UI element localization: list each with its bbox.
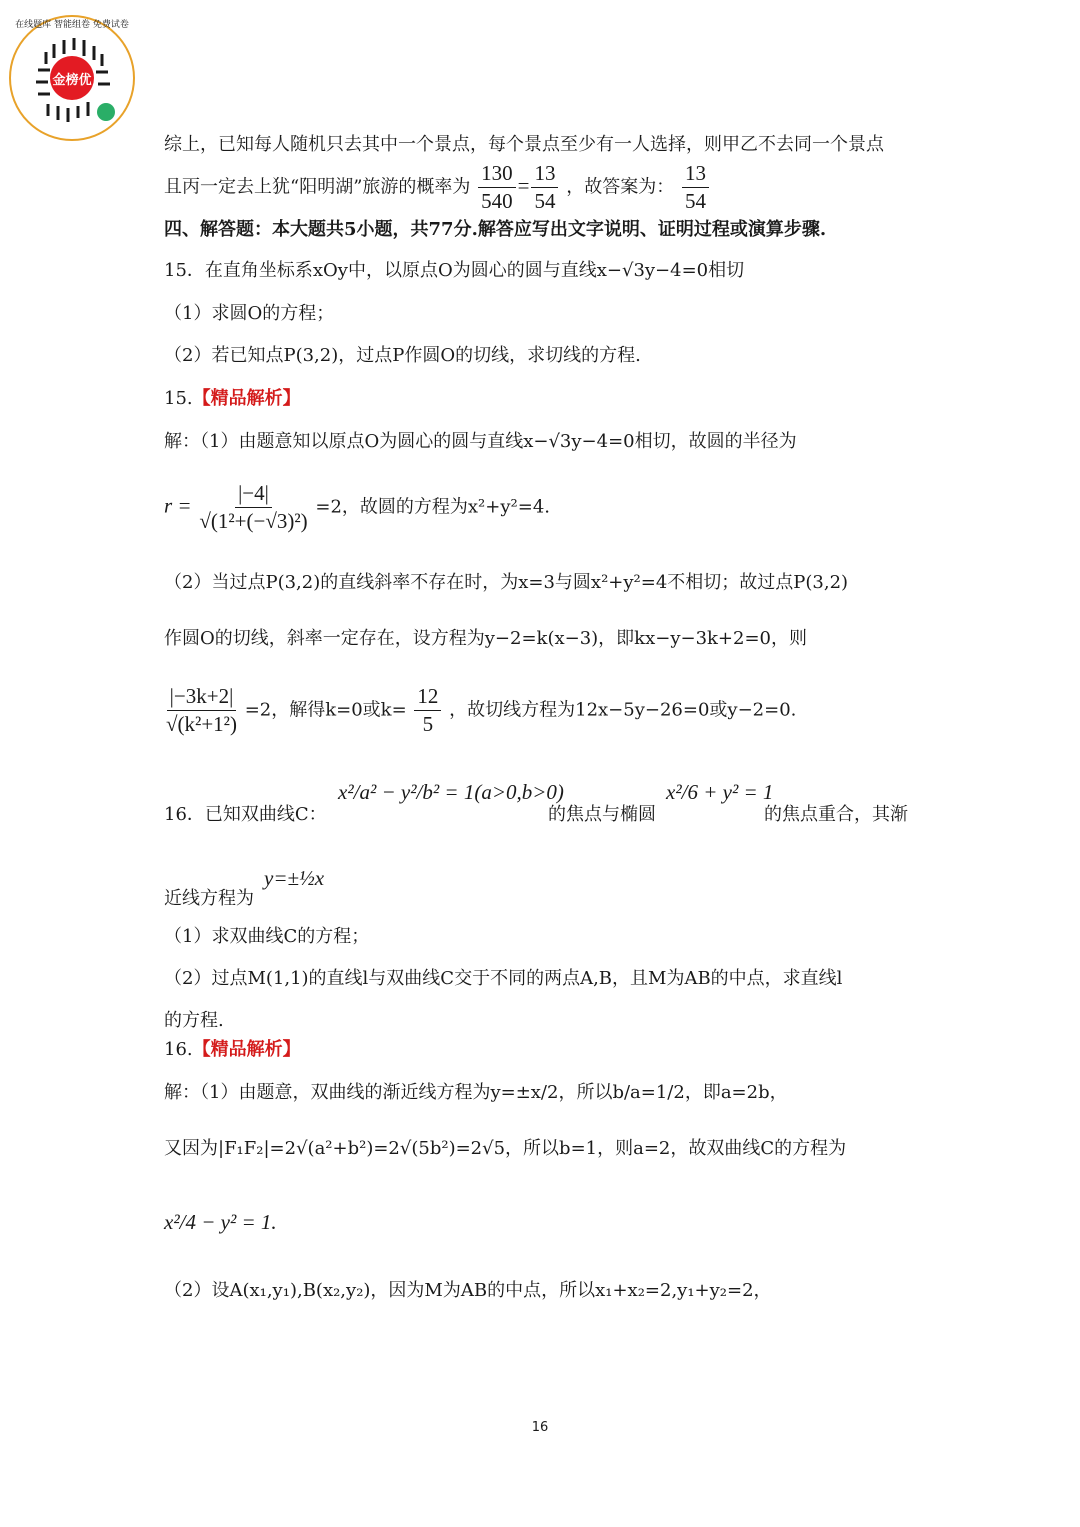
denominator: √(k²+1²): [166, 712, 237, 737]
q16-middle: 的焦点与椭圆: [548, 804, 656, 825]
text-line-probability: [164, 162, 711, 213]
question-16-part2-cont: 的方程.: [164, 1010, 224, 1031]
answer-16-line2: 又因为|F₁F₂|=2√(a²+b²)=2√(5b²)=2√5，所以b=1，则a=2，故双曲线C的方程为: [164, 1138, 847, 1159]
question-15-part2: （2）若已知点P(3,2)，过点P作圆O的切线，求切线的方程.: [164, 345, 641, 366]
ellipse-equation: x²/6 + y² = 1: [666, 780, 774, 804]
answer-label: ，故答案为：: [566, 176, 675, 198]
q16-line2: 近线方程为: [164, 888, 254, 909]
hyperbola-equation: x²/a² − y²/b² = 1(a>0,b>0): [338, 780, 564, 804]
denominator: 54: [534, 189, 556, 214]
answer-number: 15.: [164, 388, 193, 409]
answer-16-line1: 解：（1）由题意，双曲线的渐近线方程为y=±x/2，所以b/a=1/2，即a=2b，: [164, 1082, 788, 1103]
fraction-13-54: [531, 162, 558, 213]
denominator: 54: [684, 189, 706, 214]
answer-16-header: [164, 1041, 301, 1059]
fraction-130-540: [478, 162, 516, 213]
q16-intro: 16．已知双曲线C：: [164, 804, 327, 825]
question-15-part1: （1）求圆O的方程；: [164, 303, 335, 324]
denominator: 5: [422, 712, 434, 737]
answer-16-line4: （2）设A(x₁,y₁),B(x₂,y₂)，因为M为AB的中点，所以x₁+x₂=2,y₁+y₂=2，: [164, 1280, 772, 1301]
asymptote-equation: y=±½x: [264, 866, 325, 890]
logo-arc-text: 在线题库 智能组卷 免费试卷: [15, 20, 129, 30]
question-16: [164, 806, 327, 824]
answer-16-equation: x²/4 − y² = 1.: [164, 1210, 277, 1234]
wechat-icon: [97, 103, 115, 121]
denominator: √(1²+(−√3)²): [199, 509, 308, 534]
answer-15-line4: 作圆O的切线，斜率一定存在，设方程为y−2=k(x−3)，即kx−y−3k+2=0，则: [164, 628, 807, 649]
distance-fraction: [166, 685, 237, 736]
answer-15-line5: [164, 685, 796, 736]
equals-sign: =: [517, 173, 530, 198]
numerator: |−4|: [235, 482, 272, 508]
numerator: 13: [531, 162, 558, 188]
question-16-part2: （2）过点M(1,1)的直线l与双曲线C交于不同的两点A,B，且M为AB的中点，求直线l: [164, 968, 843, 989]
brand-logo: [8, 14, 136, 142]
question-16-part1: （1）求双曲线C的方程；: [164, 926, 370, 947]
text-line-conclusion: 综上，已知每人随机只去其中一个景点，每个景点至少有一人选择，则甲乙不去同一个景点: [164, 134, 884, 155]
numerator: 13: [682, 162, 709, 188]
fraction-12-5: [414, 685, 441, 736]
answer-title: 【精品解析】: [192, 1039, 301, 1060]
radius-fraction: [199, 482, 307, 533]
tangent-result: ，故切线方程为12x−5y−26=0或y−2=0.: [449, 699, 797, 721]
numerator: |−3k+2|: [167, 685, 237, 711]
answer-15-header: [164, 390, 301, 408]
answer-15-radius: [164, 482, 550, 533]
answer-title: 【精品解析】: [192, 388, 301, 409]
page-number: 16: [531, 1420, 549, 1435]
numerator: 12: [414, 685, 441, 711]
answer-15-line1: 解：（1）由题意知以原点O为圆心的圆与直线x−√3y−4=0相切，故圆的半径为: [164, 431, 797, 452]
probability-intro: 且丙一定去上犹“阳明湖”旅游的概率为: [164, 176, 471, 198]
denominator: 540: [481, 189, 513, 214]
answer-15-line3: （2）当过点P(3,2)的直线斜率不存在时，为x=3与圆x²+y²=4不相切；故过点P(3,2): [164, 572, 849, 593]
answer-number: 16.: [164, 1039, 193, 1060]
section-heading: 四、解答题：本大题共5小题，共77分.解答应写出文字说明、证明过程或演算步骤.: [164, 219, 827, 240]
fraction-answer: [682, 162, 709, 213]
q16-post: 的焦点重合，其渐: [764, 804, 908, 825]
radius-symbol: r =: [164, 493, 192, 518]
numerator: 130: [478, 162, 516, 188]
solve-k: =2，解得k=0或k=: [244, 699, 407, 721]
radius-result: =2，故圆的方程为x²+y²=4.: [315, 496, 550, 518]
brand-logo-text: 金榜优: [52, 73, 92, 88]
question-15: 15．在直角坐标系xOy中，以原点O为圆心的圆与直线x−√3y−4=0相切: [164, 260, 745, 281]
